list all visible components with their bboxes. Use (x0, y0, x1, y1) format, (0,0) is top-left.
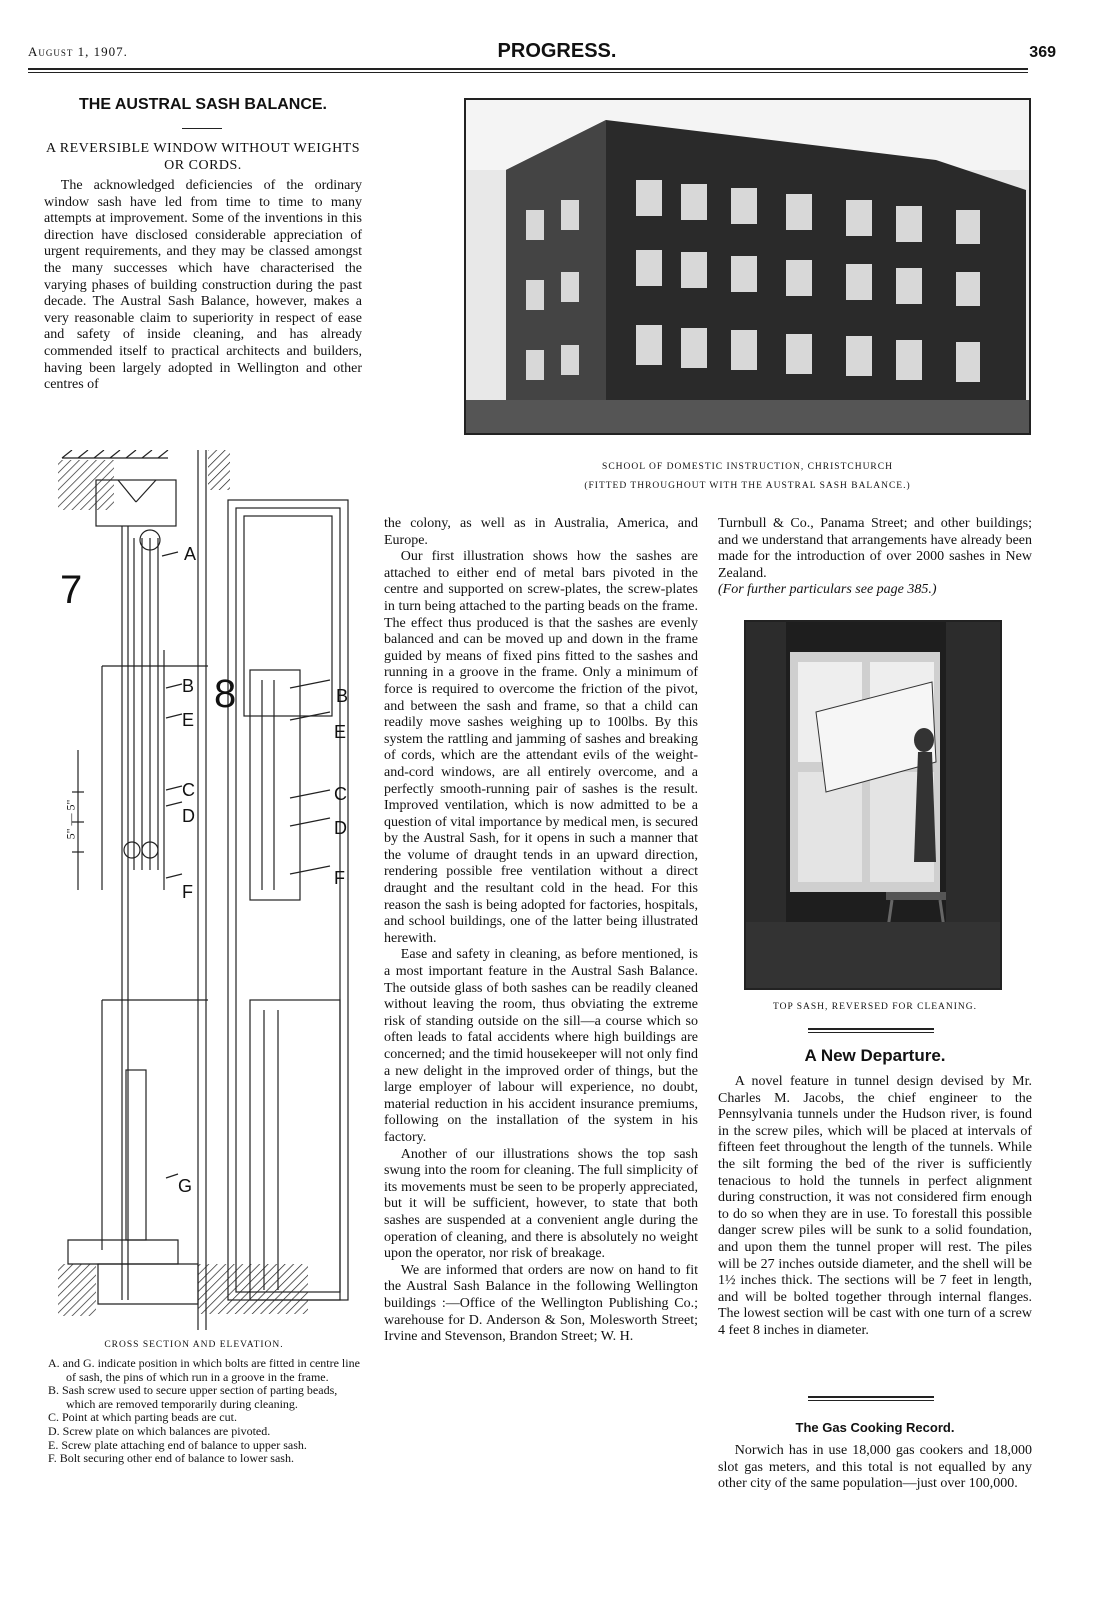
section-rule-3 (808, 1396, 934, 1398)
section-rule (808, 1028, 934, 1030)
paragraph: Norwich has in use 18,000 gas cookers and 18,000 slot gas meters, and this total is not equalled by any other city of the same population—just over 100,000. (718, 1443, 1032, 1492)
sash-diagram (38, 450, 368, 1330)
dimension-label: 5" — 5" (63, 799, 78, 840)
label-c: C (182, 780, 195, 800)
further-particulars-note: (For further particulars see page 385.) (718, 582, 937, 598)
label-d: D (182, 806, 195, 826)
label-g: G (178, 1176, 193, 1196)
gas-title: The Gas Cooking Record. (795, 1420, 955, 1435)
article-column-3 (718, 516, 1032, 599)
departure-title: A New Departure. (804, 1046, 946, 1065)
article-title: THE AUSTRAL SASH BALANCE. (78, 96, 327, 113)
label-c-fig8: C (334, 784, 347, 804)
figure-8-label: 8 (214, 672, 237, 716)
paragraph: Our first illustration shows how the sashes are attached to either end of metal bars pivoted in the centre and supported on screw-plates, the screw-plates in turn being attached to the parting beads on the frame. The effect thus produced is that the sashes are evenly balanced and can be moved up and down in the frame guided by means of fixed pins fitted to the sashes and running in a groove in the frame. Only a minimum of force is required to overcome the friction of the pivot, and between the sash and frame, so that a child can readily move sashes weighing up to 100lbs. By this system the rattling and jamming of sashes and breaking of cords, which are the attendant evils of the weight-and-cord windows, are all entirely overcome, and a perfectly smooth-running pair of sashes is the result. Improved ventilation, which is now admitted to be a question of vital importance by medical men, is secured by the Austral Sash, for it opens in such a manner that the volume of draught tends in an upward direction, rendering possible free ventilation without a direct draught and the resultant cold in the head. For this reason the sash is being adopted for factories, hospitals, and school buildings, one of the latter being illustrated herewith. (384, 549, 698, 946)
header-rule (28, 68, 1028, 70)
label-e: E (182, 710, 195, 730)
section-rule-4 (808, 1400, 934, 1401)
paragraph: Ease and safety in cleaning, as before mentioned, is a most important feature in the Austral Sash Balance. The outside glass of both sashes can be readily cleaned without leaving the room, thus obviating the extreme risk of standing outside on the sill—a course which so often leads to fatal accidents where high buildings are concerned; and the timid housekeeper will not only find a new delight in the improved order of things, but the large employer of labour will experience, no doubt, material reduction in his accident insurance premiums, following on the installation of the system in his factory. (384, 947, 698, 1145)
building-caption-1: SCHOOL OF DOMESTIC INSTRUCTION, CHRISTCHURCH (602, 462, 893, 472)
diagram-legend (48, 1357, 364, 1466)
paragraph: Another of our illustrations shows the top sash swung into the room for cleaning. The full simplicity of its movements must be seen to be properly appreciated, but it will be sufficient, however, to state that both sashes are suspended at a convenient angle during the operation of cleaning, and there is absolutely no weight upon the operator, nor risk of breakage. (384, 1146, 698, 1262)
legend-item: C. Point at which parting beads are cut. (48, 1410, 237, 1425)
cleaning-photo (744, 620, 1002, 990)
paragraph: The acknowledged deficiencies of the ordinary window sash have led from time to time to many attempts at improvement. Some of the inventions in this direction have disclosed considerable appreciation of urgent requirements, and they may be classed amongst the many successes which have characterised the varying phases of building construction during the past decade. The Austral Sash Balance, however, makes a very reasonable claim to superiority in respect of ease and safety of inside cleaning, and has already commended itself to practical architects and builders, having been largely adopted in Wellington and other centres of (44, 178, 362, 393)
label-b-fig8: B (336, 686, 349, 706)
article-column-1 (44, 178, 362, 394)
building-image (466, 100, 1029, 433)
header-rule-thin (28, 72, 1028, 73)
cleaning-caption: TOP SASH, REVERSED FOR CLEANING. (772, 1002, 978, 1012)
figure-7-label: 7 (60, 568, 83, 612)
legend-item: F. Bolt securing other end of balance to lower sash. (48, 1451, 294, 1466)
article-column-2 (384, 516, 698, 1346)
label-f: F (182, 882, 193, 902)
departure-body (718, 1074, 1032, 1340)
paragraph: the colony, as well as in Australia, America, and Europe. (384, 516, 698, 548)
label-f-fig8: F (334, 868, 345, 888)
legend-item: D. Screw plate on which balances are pivoted. (48, 1423, 271, 1438)
section-rule-2 (808, 1032, 934, 1033)
label-b: B (182, 676, 195, 696)
label-a: A (184, 544, 197, 564)
header-date: August 1, 1907. (28, 44, 128, 59)
legend-item: B. Sash screw used to secure upper section of parting beads, which are removed temporarily during cleaning. (48, 1383, 338, 1411)
label-d-fig8: D (334, 818, 347, 838)
paragraph: We are informed that orders are now on hand to fit the Austral Sash Balance in the following Wellington buildings :—Office of the Wellington Publishing Co.; warehouse for D. Anderson & Son, Molesworth Street; Irvine and Stevenson, Brandon Street; W. H. (384, 1262, 698, 1345)
paragraph: Turnbull & Co., Panama Street; and other buildings; and we understand that arrangements have already been made for the introduction of over 2000 sashes in New Zealand. (718, 516, 1032, 581)
building-caption-2: (FITTED THROUGHOUT WITH THE AUSTRAL SASH BALANCE.) (584, 481, 911, 491)
legend-item: A. and G. indicate position in which bolts are fitted in centre line of sash, the pins of which run in a groove in the frame. (48, 1356, 360, 1384)
legend-item: E. Screw plate attaching end of balance to upper sash. (48, 1437, 307, 1452)
title-divider (182, 128, 222, 129)
cleaning-image (746, 622, 1000, 988)
building-photo (464, 98, 1031, 435)
diagram-caption: CROSS SECTION AND ELEVATION. (104, 1340, 284, 1350)
page-number: 369 (1029, 44, 1056, 61)
label-e-fig8: E (334, 722, 347, 742)
gas-body (718, 1443, 1032, 1493)
journal-title: PROGRESS. (497, 40, 617, 62)
diagram-drawing (38, 450, 368, 1330)
article-subtitle: A REVERSIBLE WINDOW WITHOUT WEIGHTS OR CORDS. (45, 141, 361, 173)
paragraph: A novel feature in tunnel design devised by Mr. Charles M. Jacobs, the chief engineer to the Pennsylvania tunnels under the Hudson river, is found in the screw piles, which will be placed at intervals of fifteen feet throughout the length of the tunnels. While the silt forming the bed of the river is sufficiently tenacious to hold the tunnels in perfect alignment during construction, it was not considered firm enough to do so when they are in use. To forestall this possible danger screw piles will be sunk to a solid foundation, and upon them the tunnel proper will rest. The piles will be 27 inches outside diameter, and the shell will be 1½ inches thick. The sections will be 7 feet in length, and will be bolted together through internal flanges. The lowest section will be cast with one turn of a screw 4 feet 8 inches in diameter. (718, 1074, 1032, 1338)
